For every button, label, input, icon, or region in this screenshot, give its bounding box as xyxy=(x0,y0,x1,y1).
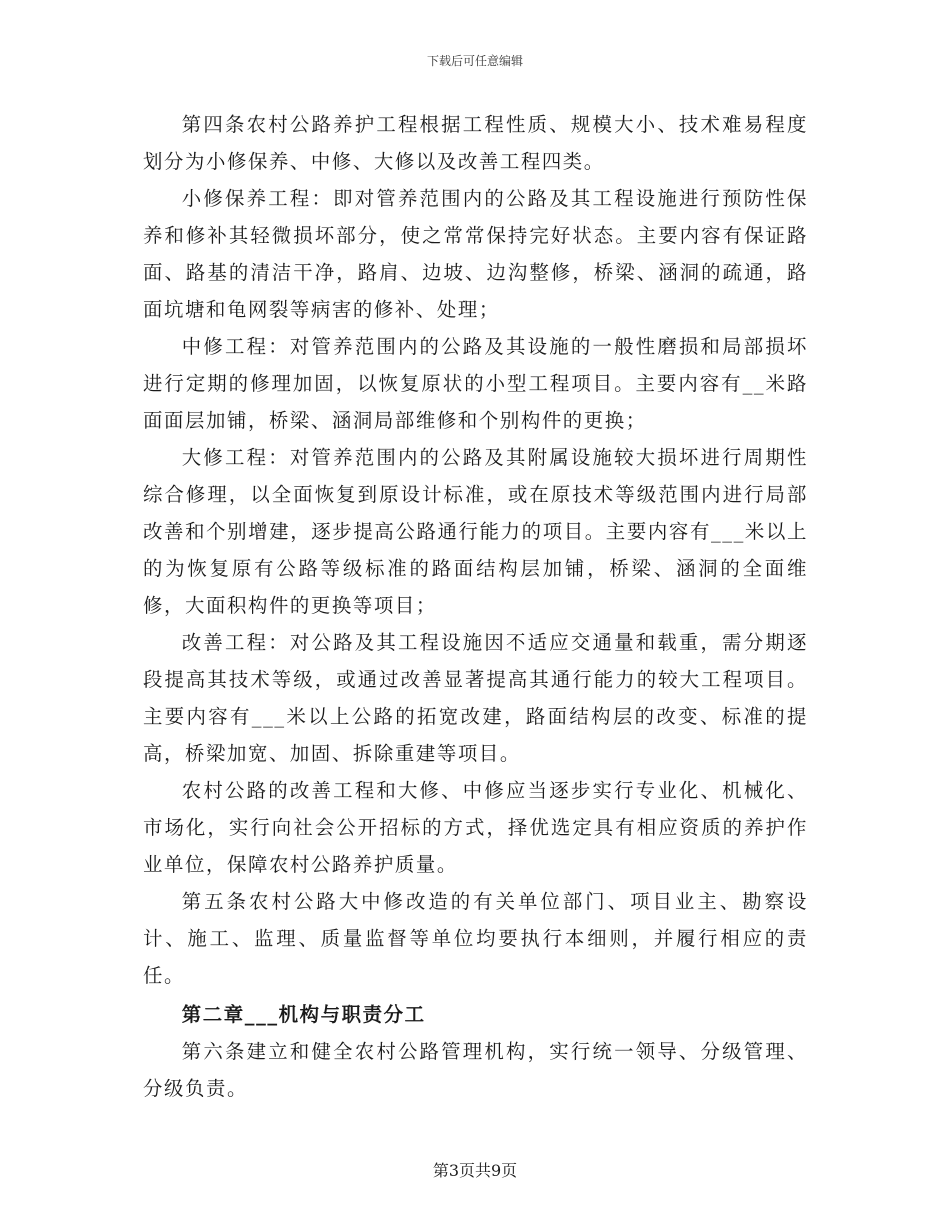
chapter-heading: 第二章___机构与职责分工 xyxy=(181,1003,426,1026)
paragraph-article-4: 第四条农村公路养护工程根据工程性质、规模大小、技术难易程度划分为小修保养、中修、大修以及改善工程四类。 xyxy=(143,113,808,173)
paragraph-professionalization: 农村公路的改善工程和大修、中修应当逐步实行专业化、机械化、市场化，实行向社会公开招标的方式，择优选定具有相应资质的养护作业单位，保障农村公路养护质量。 xyxy=(143,779,808,876)
paragraph-minor-maintenance: 小修保养工程：即对管养范围内的公路及其工程设施进行预防性保养和修补其轻微损坏部分，使之常常保持完好状态。主要内容有保证路面、路基的清洁干净，路肩、边坡、边沟整修，桥梁、涵洞的疏通，路面坑塘和龟网裂等病害的修补、处理； xyxy=(143,187,808,321)
paragraph-article-5: 第五条农村公路大中修改造的有关单位部门、项目业主、勘察设计、施工、监理、质量监督等单位均要执行本细则，并履行相应的责任。 xyxy=(143,890,808,987)
document-body xyxy=(143,106,808,1107)
paragraph-medium-repair: 中修工程：对管养范围内的公路及其设施的一般性磨损和局部损坏进行定期的修理加固，以恢复原状的小型工程项目。主要内容有__米路面面层加铺，桥梁、涵洞局部维修和个别构件的更换； xyxy=(143,335,808,432)
paragraph-major-repair: 大修工程：对管养范围内的公路及其附属设施较大损坏进行周期性综合修理，以全面恢复到原设计标准，或在原技术等级范围内进行局部改善和个别增建，逐步提高公路通行能力的项目。主要内容有___米以上的为恢复原有公路等级标准的路面结构层加铺，桥梁、涵洞的全面维修，大面积构件的更换等项目； xyxy=(143,446,808,617)
paragraph-improvement: 改善工程：对公路及其工程设施因不适应交通量和载重，需分期逐段提高其技术等级，或通过改善显著提高其通行能力的较大工程项目。主要内容有___米以上公路的拓宽改建，路面结构层的改变、标准的提高，桥梁加宽、加固、拆除重建等项目。 xyxy=(143,631,808,765)
page-number: 第3页共9页 xyxy=(432,1161,518,1180)
page-header-note: 下载后可任意编辑 xyxy=(426,54,523,68)
paragraph-article-6: 第六条建立和健全农村公路管理机构，实行统一领导、分级管理、分级负责。 xyxy=(143,1040,808,1100)
